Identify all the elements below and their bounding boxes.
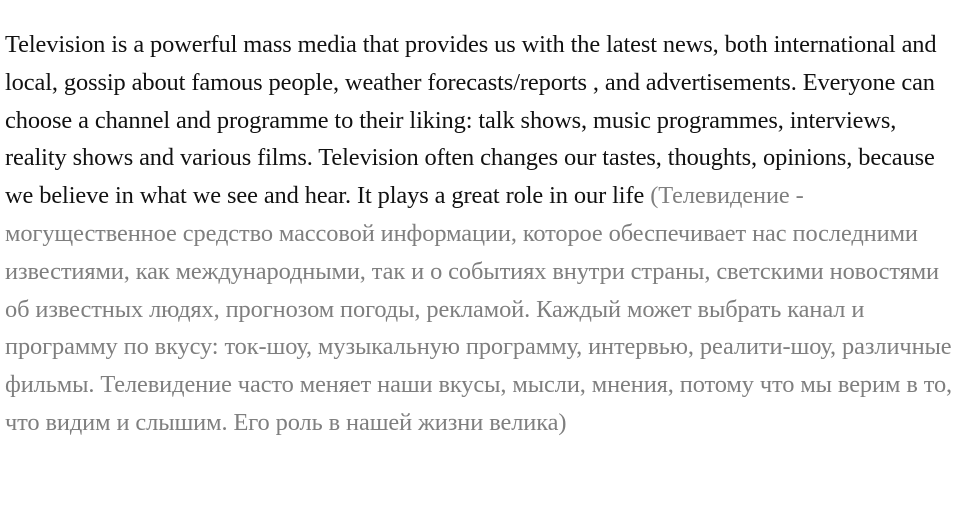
document-paragraph: [5, 26, 955, 442]
english-text: Television is a powerful mass media that provides us with the latest news, both international and local, gossip about famous people, weather forecasts/reports , and advertisements. Everyone can choose a channel and programme to their liking: talk shows, music programmes, interviews, reality shows and various films. Television often changes our tastes, thoughts, opinions, because we believe in what we see and hear. It plays a great role in our life: [5, 31, 937, 210]
russian-translation-text: (Телевидение - могущественное средство массовой информации, которое обеспечивает нас последними известиями, как международными, так и о событиях внутри страны, светскими новостями об известных людях, прогнозом погоды, рекламой. Каждый может выбрать канал и программу по вкусу: ток-шоу, музыкальную программу, интервью, реалити-шоу, различные фильмы. Телевидение часто меняет наши вкусы, мысли, мнения, потому что мы верим в то, что видим и слышим. Его роль в нашей жизни велика): [5, 182, 953, 436]
